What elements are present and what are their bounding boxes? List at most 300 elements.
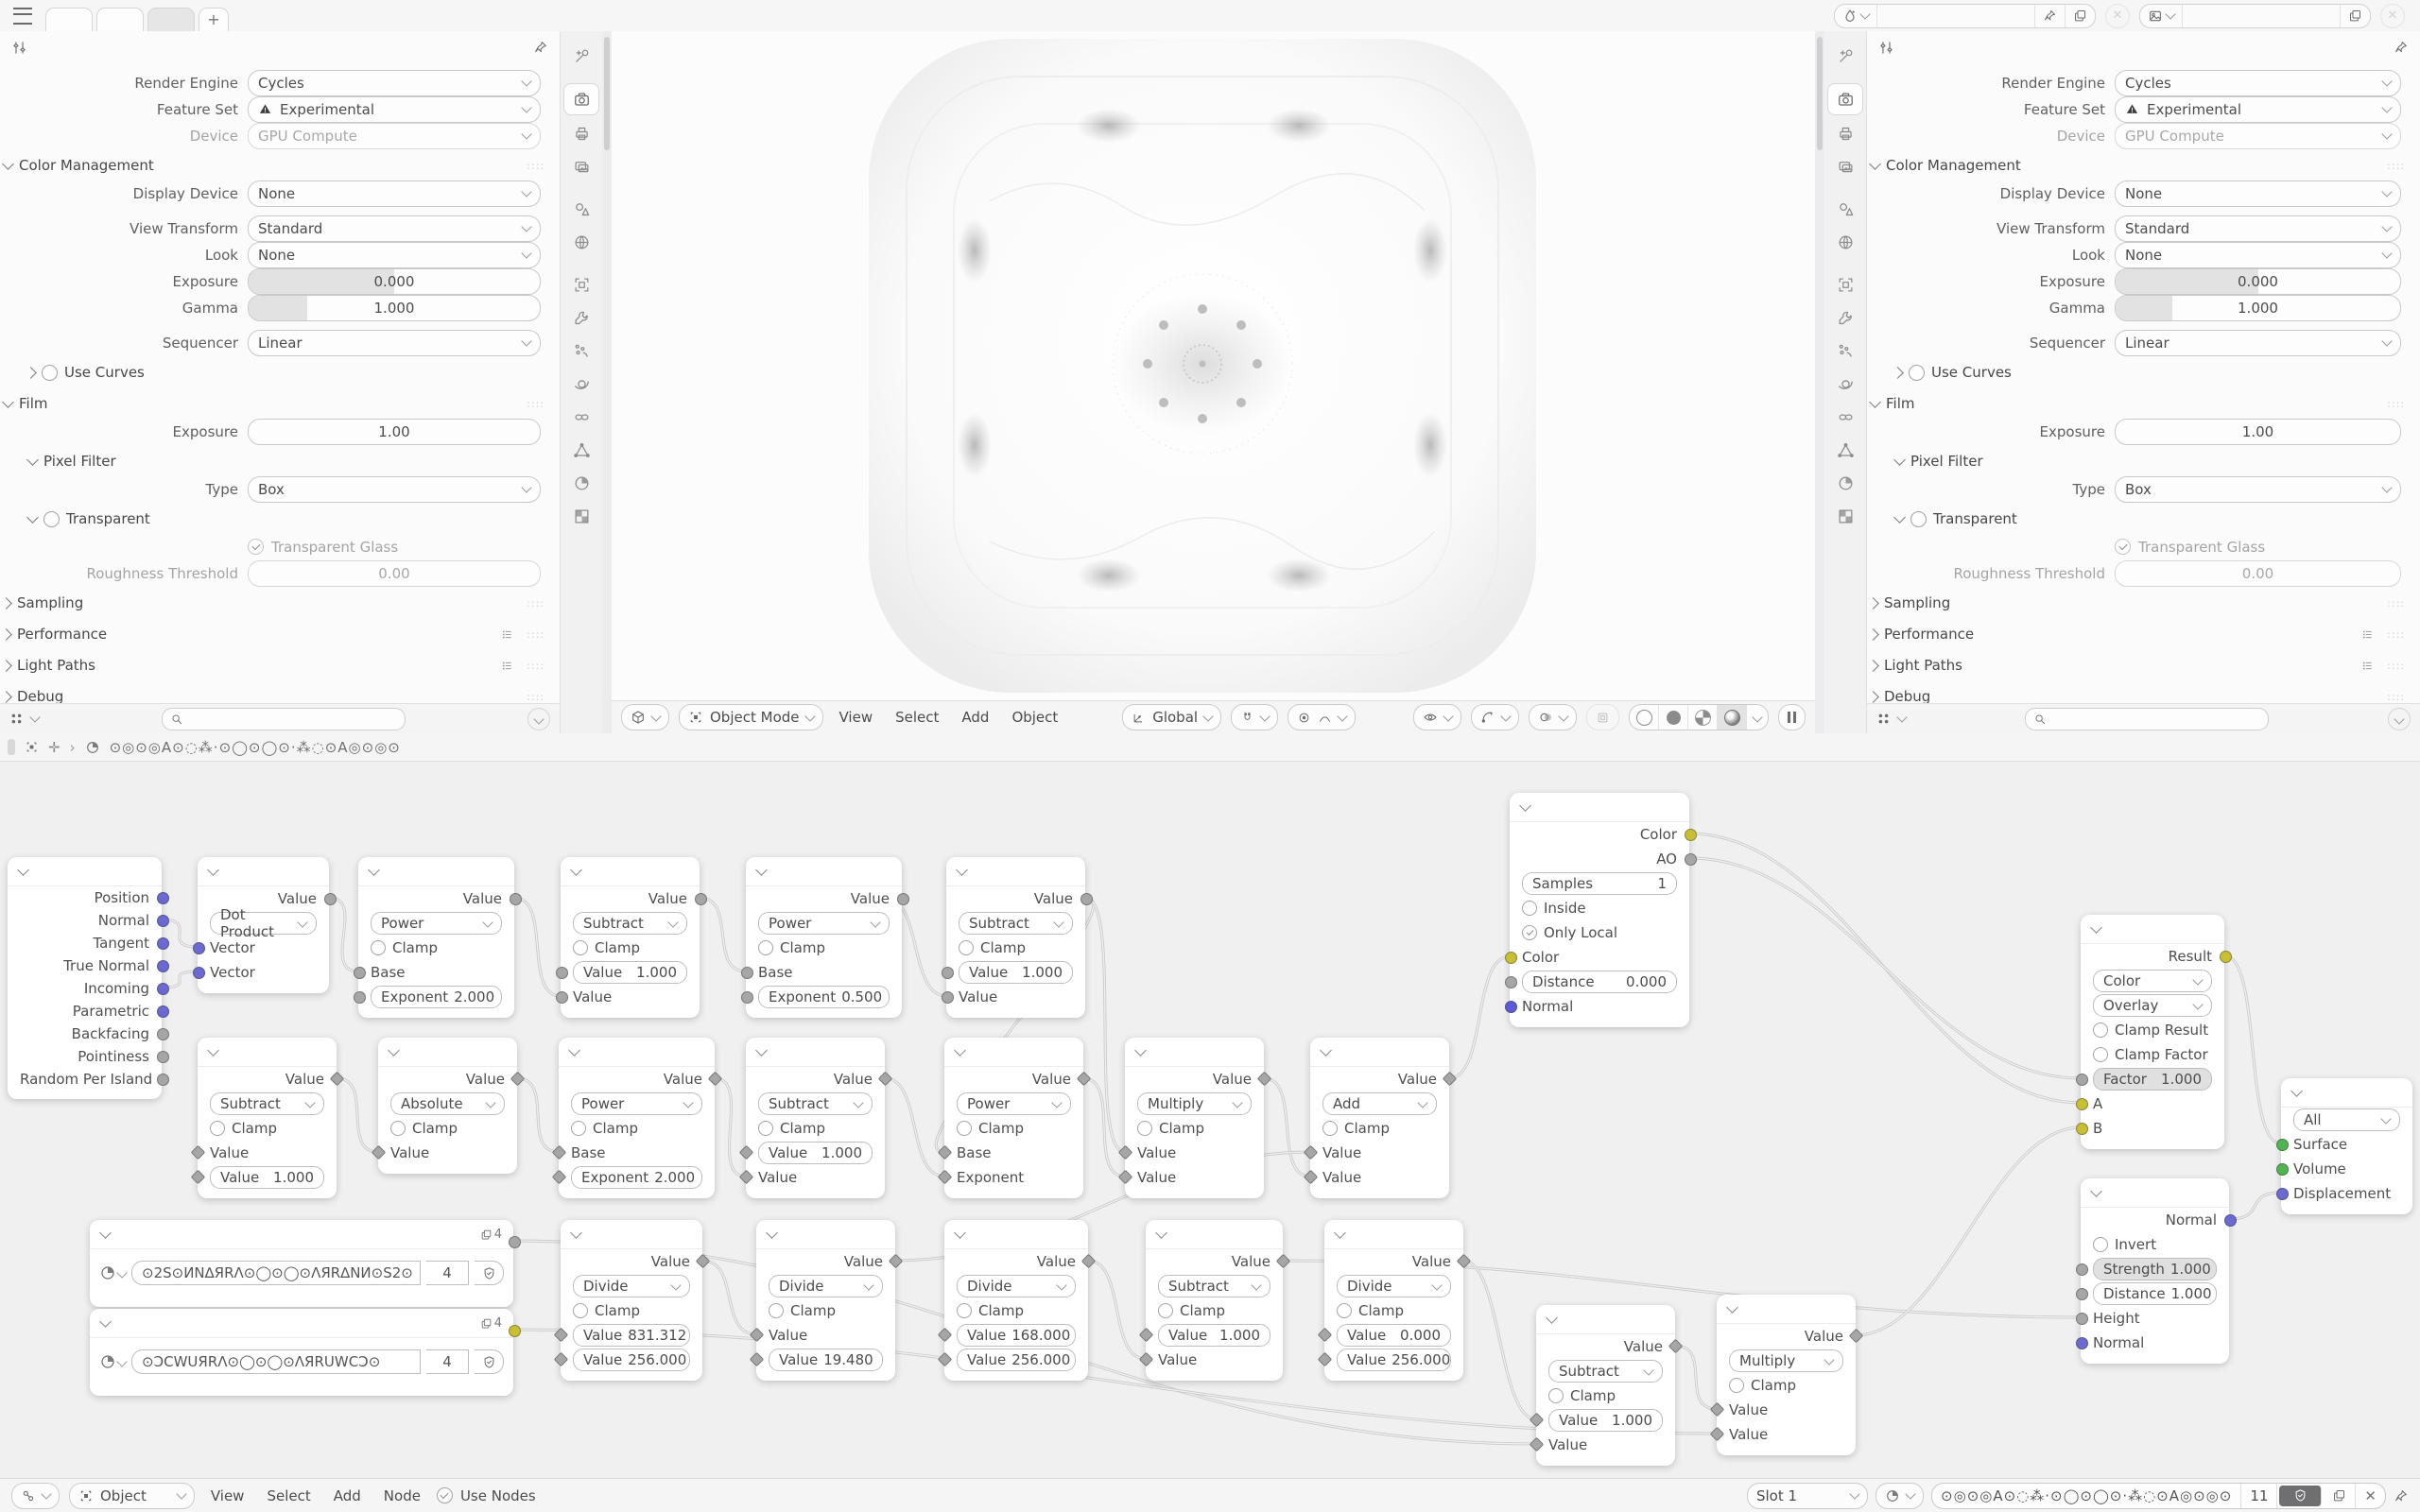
node-socket[interactable] — [942, 967, 954, 979]
collapse-icon[interactable] — [2090, 1185, 2102, 1197]
node-checkbox[interactable]: Clamp — [1322, 1120, 1390, 1137]
shading-rendered-button[interactable] — [1718, 705, 1747, 730]
node-socket[interactable] — [157, 915, 169, 927]
collapse-icon[interactable] — [207, 1044, 219, 1057]
dropdown-feature-set[interactable] — [2115, 96, 2401, 123]
tab-particles[interactable] — [564, 335, 598, 366]
node-socket[interactable] — [1685, 853, 1697, 866]
dropdown-render-engine[interactable] — [2115, 70, 2401, 96]
tab-scene[interactable] — [1828, 194, 1862, 224]
slider-exposure[interactable] — [248, 419, 541, 445]
section-light-paths[interactable] — [1871, 651, 2411, 679]
node-checkbox[interactable]: Clamp — [1337, 1302, 1404, 1319]
collapse-icon[interactable] — [570, 864, 582, 876]
dropdown-render-engine[interactable] — [248, 70, 541, 96]
collapse-icon[interactable] — [568, 1044, 580, 1057]
node-checkbox[interactable]: Clamp Result — [2093, 1022, 2208, 1039]
pause-render-button[interactable] — [1778, 704, 1806, 730]
node-mix[interactable] — [2081, 915, 2224, 1149]
panel-divider[interactable] — [1815, 31, 1824, 733]
node-pow3[interactable] — [559, 1038, 715, 1198]
slider-roughness-threshold[interactable] — [2115, 560, 2401, 587]
scrollbar-thumb[interactable] — [604, 37, 610, 150]
dropdown-device[interactable] — [248, 123, 541, 149]
pin-icon[interactable] — [533, 40, 548, 55]
section-performance[interactable] — [4, 620, 550, 648]
tab-tool[interactable] — [564, 41, 598, 71]
node-socket[interactable] — [354, 991, 366, 1004]
checkbox[interactable] — [1909, 365, 1925, 381]
overlays-dropdown[interactable] — [1529, 704, 1577, 730]
menu-object[interactable]: Object — [1011, 709, 1059, 726]
checkbox-transparent-glass[interactable] — [2115, 539, 2401, 556]
node-checkbox[interactable]: Only Local — [1522, 924, 1617, 941]
node-socket[interactable] — [695, 893, 707, 905]
collapse-icon[interactable] — [388, 1044, 400, 1057]
gizmos-dropdown[interactable] — [1471, 704, 1519, 730]
node-value-field[interactable]: Value 1.000 — [1158, 1324, 1270, 1347]
node-value-field[interactable]: Value 1.000 — [210, 1166, 324, 1189]
list-icon[interactable] — [500, 627, 514, 642]
dropdown-look[interactable] — [248, 242, 541, 268]
search-input[interactable] — [162, 708, 406, 730]
node-dot[interactable] — [198, 857, 329, 993]
tab-tool[interactable] — [1828, 41, 1862, 71]
node-abs1[interactable] — [378, 1038, 517, 1174]
fake-user-shield-button[interactable] — [2279, 1486, 2322, 1506]
node-value-field[interactable]: Strength 1.000 — [2093, 1258, 2217, 1280]
filter-toggle-icon[interactable] — [1876, 712, 1891, 726]
menu-select[interactable]: Select — [895, 709, 940, 726]
tab-constraints[interactable] — [1828, 402, 1862, 432]
section-color-management[interactable] — [4, 151, 550, 180]
shading-material-button[interactable] — [1688, 705, 1718, 730]
collapse-icon[interactable] — [766, 1227, 778, 1239]
node-socket[interactable] — [2076, 1074, 2088, 1086]
list-icon[interactable] — [2360, 627, 2375, 642]
shading-wireframe-button[interactable] — [1630, 705, 1659, 730]
node-dropdown[interactable]: Power — [758, 912, 890, 935]
collapse-icon[interactable] — [1155, 1227, 1167, 1239]
node-socket[interactable] — [509, 1236, 521, 1248]
dropdown-display-device[interactable] — [2115, 180, 2401, 207]
node-div4[interactable] — [1324, 1220, 1463, 1381]
node-add1[interactable] — [1310, 1038, 1449, 1198]
node-dropdown[interactable]: Divide — [1337, 1275, 1451, 1297]
node-value-field[interactable]: Distance 1.000 — [2093, 1282, 2217, 1305]
node-sub1[interactable] — [561, 857, 700, 1018]
node-checkbox[interactable]: Clamp — [1158, 1302, 1225, 1319]
collapse-icon[interactable] — [1320, 1044, 1332, 1057]
fake-user-shield-button[interactable] — [475, 1261, 504, 1285]
node-value-field[interactable]: Value 1.000 — [758, 1142, 873, 1164]
dropdown-type[interactable] — [2115, 476, 2401, 503]
node-img2[interactable] — [90, 1309, 513, 1396]
node-value-field[interactable]: Exponent 2.000 — [371, 986, 502, 1008]
node-socket[interactable] — [354, 967, 366, 979]
node-dropdown[interactable]: Subtract — [758, 1092, 873, 1115]
workspace-tab[interactable] — [147, 8, 195, 32]
node-socket[interactable] — [1080, 893, 1093, 905]
subsection-pixel-filter[interactable] — [1871, 447, 2411, 475]
node-sub3[interactable] — [198, 1038, 337, 1198]
node-mul2[interactable] — [1717, 1295, 1856, 1455]
dropdown-look[interactable] — [2115, 242, 2401, 268]
section-performance[interactable] — [1871, 620, 2411, 648]
editor-type-button[interactable] — [11, 1483, 60, 1509]
subsection-transparent[interactable] — [1871, 505, 2411, 533]
node-socket[interactable] — [1685, 829, 1697, 841]
visibility-dropdown[interactable] — [1413, 704, 1461, 730]
node-bump[interactable] — [2081, 1178, 2229, 1364]
node-socket[interactable] — [897, 893, 909, 905]
pin-icon[interactable] — [2394, 40, 2409, 55]
node-checkbox[interactable]: Clamp — [573, 1302, 640, 1319]
node-sub4[interactable] — [746, 1038, 885, 1198]
node-socket[interactable] — [741, 967, 753, 979]
scrollbar-thumb[interactable] — [1817, 37, 1823, 150]
node-dropdown[interactable]: Dot Product — [210, 912, 317, 935]
slider-exposure[interactable] — [248, 268, 541, 295]
tab-physics[interactable] — [1828, 369, 1862, 399]
node-sub6[interactable] — [1536, 1305, 1675, 1466]
copy-button[interactable] — [2341, 5, 2370, 27]
node-dropdown[interactable]: Divide — [573, 1275, 690, 1297]
material-icon[interactable] — [99, 1264, 126, 1281]
node-checkbox[interactable]: Clamp — [210, 1120, 277, 1137]
material-browse-dropdown[interactable] — [1876, 1483, 1924, 1509]
node-value-field[interactable]: Exponent 2.000 — [571, 1166, 702, 1189]
section-sampling[interactable] — [1871, 589, 2411, 617]
tab-output[interactable] — [1828, 118, 1862, 148]
node-dropdown[interactable]: Absolute — [390, 1092, 505, 1115]
user-count[interactable]: 4 — [426, 1349, 469, 1374]
copy-material-button[interactable] — [2324, 1484, 2356, 1508]
node-socket[interactable] — [942, 991, 954, 1004]
node-value-field[interactable]: Samples 1 — [1522, 872, 1677, 895]
scene-selector[interactable] — [1834, 4, 2096, 28]
tab-modifiers[interactable] — [564, 302, 598, 333]
menu-add[interactable]: Add — [961, 709, 990, 726]
collapse-icon[interactable] — [17, 864, 29, 876]
tab-modifiers[interactable] — [1828, 302, 1862, 333]
node-checkbox[interactable]: Clamp — [758, 939, 825, 956]
slider-gamma[interactable] — [248, 295, 541, 321]
node-value-field[interactable]: Value 256.000 — [573, 1349, 690, 1371]
node-dropdown[interactable]: Power — [957, 1092, 1071, 1115]
collapse-icon[interactable] — [954, 1227, 966, 1239]
list-icon[interactable] — [500, 659, 514, 673]
node-socket[interactable] — [157, 983, 169, 995]
node-value-field[interactable]: Value 1.000 — [573, 961, 687, 984]
subsection-use-curves[interactable] — [1871, 358, 2411, 387]
node-checkbox[interactable]: Clamp — [371, 939, 438, 956]
node-mul1[interactable] — [1125, 1038, 1264, 1198]
node-dropdown[interactable]: Overlay — [2093, 994, 2212, 1017]
section-film[interactable] — [1871, 389, 2411, 418]
collapse-icon[interactable] — [1726, 1301, 1738, 1314]
node-socket[interactable] — [324, 893, 337, 905]
tab-material[interactable] — [1828, 468, 1862, 498]
tab-texture[interactable] — [1828, 501, 1862, 531]
node-socket[interactable] — [2076, 1337, 2088, 1349]
node-pow2[interactable] — [746, 857, 902, 1018]
node-socket[interactable] — [2276, 1188, 2289, 1200]
node-img1[interactable] — [90, 1220, 513, 1307]
xray-toggle[interactable] — [1586, 704, 1619, 730]
node-checkbox[interactable]: Invert — [2093, 1236, 2156, 1253]
pin-button[interactable] — [2035, 5, 2066, 27]
viewlayer-name-field[interactable] — [2183, 5, 2341, 27]
orientation-dropdown[interactable]: Global — [1122, 704, 1221, 730]
collapse-icon[interactable] — [755, 864, 768, 876]
pin-icon[interactable] — [2394, 1488, 2409, 1503]
options-button[interactable] — [2388, 708, 2411, 730]
use-nodes-checkbox[interactable]: Use Nodes — [437, 1487, 536, 1504]
node-checkbox[interactable]: Clamp — [573, 939, 640, 956]
node-socket[interactable] — [509, 1325, 521, 1337]
node-socket[interactable] — [741, 991, 753, 1004]
node-checkbox[interactable]: Clamp — [1548, 1387, 1616, 1404]
node-checkbox[interactable]: Clamp Factor — [2093, 1046, 2208, 1063]
node-socket[interactable] — [2076, 1123, 2088, 1135]
slider-exposure[interactable] — [2115, 419, 2401, 445]
user-count[interactable]: 4 — [426, 1261, 469, 1285]
node-ao[interactable] — [1510, 793, 1689, 1027]
options-button[interactable] — [527, 708, 550, 730]
checkbox[interactable] — [42, 365, 58, 381]
node-dropdown[interactable]: Multiply — [1729, 1349, 1843, 1372]
node-socket[interactable] — [157, 937, 169, 950]
menu-view[interactable]: View — [838, 709, 873, 726]
node-checkbox[interactable]: Clamp — [957, 1302, 1024, 1319]
node-socket[interactable] — [157, 960, 169, 972]
node-socket[interactable] — [157, 1074, 169, 1086]
menu-view[interactable]: View — [210, 1486, 245, 1504]
tab-constraints[interactable] — [564, 402, 598, 432]
tab-data[interactable] — [1828, 435, 1862, 465]
tab-texture[interactable] — [564, 501, 598, 531]
properties-editor-icon[interactable] — [11, 40, 27, 56]
node-checkbox[interactable]: Inside — [1522, 900, 1586, 917]
material-user-count[interactable]: 11 — [2241, 1484, 2277, 1508]
node-checkbox[interactable]: Clamp — [390, 1120, 458, 1137]
subsection-pixel-filter[interactable] — [4, 447, 550, 475]
list-icon[interactable] — [2360, 659, 2375, 673]
collapse-icon[interactable] — [99, 1227, 112, 1239]
node-checkbox[interactable]: Clamp — [1729, 1377, 1796, 1394]
node-value-field[interactable]: Value 19.480 — [769, 1349, 883, 1371]
unlink-material-button[interactable]: ✕ — [2364, 1486, 2377, 1504]
node-socket[interactable] — [193, 967, 205, 979]
section-sampling[interactable] — [4, 589, 550, 617]
dropdown-view-transform[interactable] — [248, 215, 541, 242]
node-socket[interactable] — [157, 1051, 169, 1063]
node-dropdown[interactable]: Divide — [957, 1275, 1076, 1297]
node-socket[interactable] — [2076, 1263, 2088, 1276]
node-socket[interactable] — [510, 893, 522, 905]
collapse-icon[interactable] — [956, 864, 968, 876]
shader-type-dropdown[interactable]: Object — [69, 1483, 195, 1509]
menu-node[interactable]: Node — [383, 1486, 421, 1504]
node-dropdown[interactable]: Divide — [769, 1275, 883, 1297]
node-dropdown[interactable]: Multiply — [1137, 1092, 1252, 1115]
node-socket[interactable] — [193, 942, 205, 954]
collapse-icon[interactable] — [2290, 1085, 2303, 1097]
node-pow4[interactable] — [944, 1038, 1083, 1198]
node-value-field[interactable]: Factor 1.000 — [2093, 1068, 2212, 1091]
tab-world[interactable] — [564, 227, 598, 257]
tab-view-layer[interactable] — [564, 151, 598, 181]
node-socket[interactable] — [2224, 1214, 2237, 1227]
node-socket[interactable] — [2220, 951, 2232, 963]
node-div3[interactable] — [944, 1220, 1088, 1381]
node-dropdown[interactable]: All — [2293, 1108, 2400, 1131]
search-input[interactable] — [2025, 708, 2269, 730]
snap-dropdown[interactable] — [1231, 704, 1278, 730]
tab-particles[interactable] — [1828, 335, 1862, 366]
slot-dropdown[interactable]: Slot 1 — [1747, 1483, 1868, 1509]
collapse-icon[interactable] — [954, 1044, 966, 1057]
collapse-icon[interactable] — [2090, 921, 2102, 934]
copy-button[interactable] — [2066, 5, 2095, 27]
properties-editor-icon[interactable] — [1878, 40, 1894, 56]
dropdown-sequencer[interactable] — [248, 330, 541, 356]
node-geo[interactable] — [8, 857, 162, 1099]
fake-user-shield-button[interactable] — [475, 1349, 504, 1374]
node-value-field[interactable]: Value 1.000 — [1548, 1409, 1663, 1432]
material-name-field[interactable]: ⊙◎⊙◎A⊙◌⁂·⊙◯⊙◯⊙·⁂◌⊙A◎⊙◎⊙ — [1932, 1484, 2241, 1508]
panel-divider[interactable] — [602, 31, 612, 733]
node-socket[interactable] — [1505, 976, 1517, 988]
slider-exposure[interactable] — [2115, 268, 2401, 295]
checkbox[interactable] — [1910, 511, 1927, 527]
tab-output[interactable] — [564, 118, 598, 148]
slider-roughness-threshold[interactable] — [248, 560, 541, 587]
datablock-name-field[interactable]: ⊙2S⊙ͶN∆ЯRΛ⊙◯⊙◯⊙ΛЯR∆NͶ⊙S2⊙ — [131, 1261, 421, 1285]
node-sub2[interactable] — [946, 857, 1085, 1018]
node-dropdown[interactable]: Subtract — [1158, 1275, 1270, 1297]
node-socket[interactable] — [1505, 952, 1517, 964]
node-socket[interactable] — [2076, 1288, 2088, 1300]
node-dropdown[interactable]: Subtract — [959, 912, 1073, 935]
node-socket[interactable] — [1505, 1001, 1517, 1013]
mode-dropdown[interactable]: Object Mode — [679, 704, 823, 730]
node-dropdown[interactable]: Power — [371, 912, 502, 935]
slider-gamma[interactable] — [2115, 295, 2401, 321]
node-dropdown[interactable]: Color — [2093, 970, 2212, 992]
collapse-icon[interactable] — [570, 1227, 582, 1239]
tab-view-layer[interactable] — [1828, 151, 1862, 181]
tab-data[interactable] — [564, 435, 598, 465]
node-value-field[interactable]: Exponent 0.500 — [758, 986, 890, 1008]
node-dropdown[interactable]: Power — [571, 1092, 702, 1115]
collapse-icon[interactable] — [99, 1315, 112, 1328]
collapse-icon[interactable] — [368, 864, 380, 876]
collapse-icon[interactable] — [1546, 1312, 1558, 1324]
node-value-field[interactable]: Value 256.000 — [1337, 1349, 1451, 1371]
collapse-icon[interactable] — [755, 1044, 768, 1057]
node-value-field[interactable]: Value 0.000 — [1337, 1324, 1451, 1347]
node-dropdown[interactable]: Add — [1322, 1092, 1437, 1115]
rendered-view[interactable] — [612, 31, 1815, 700]
node-socket[interactable] — [2276, 1163, 2289, 1176]
node-socket[interactable] — [556, 991, 568, 1004]
tab-object[interactable] — [564, 269, 598, 300]
node-div1[interactable] — [561, 1220, 702, 1381]
node-dropdown[interactable]: Subtract — [1548, 1360, 1663, 1383]
node-checkbox[interactable]: Clamp — [758, 1120, 825, 1137]
node-out[interactable] — [2281, 1078, 2412, 1214]
collapse-icon[interactable] — [1519, 799, 1531, 812]
add-workspace-button[interactable] — [199, 8, 229, 32]
tab-world[interactable] — [1828, 227, 1862, 257]
node-value-field[interactable]: Value 831.312 — [573, 1324, 690, 1347]
node-dropdown[interactable]: Subtract — [573, 912, 687, 935]
node-socket[interactable] — [157, 1005, 169, 1018]
tab-render[interactable] — [1827, 83, 1863, 115]
node-checkbox[interactable]: Clamp — [571, 1120, 638, 1137]
section-debug[interactable] — [4, 682, 550, 703]
tab-material[interactable] — [564, 468, 598, 498]
tab-physics[interactable] — [564, 369, 598, 399]
node-value-field[interactable]: Value 168.000 — [957, 1324, 1076, 1347]
drag-handle[interactable] — [8, 739, 15, 755]
node-socket[interactable] — [556, 967, 568, 979]
filter-toggle-icon[interactable] — [9, 712, 24, 726]
breadcrumb-material-name[interactable]: ⊙◎⊙◎A⊙◌⁂·⊙◯⊙◯⊙·⁂◌⊙A◎⊙◎⊙ — [109, 738, 401, 756]
section-film[interactable] — [4, 389, 550, 418]
node-value-field[interactable]: Distance 0.000 — [1522, 971, 1677, 993]
dropdown-display-device[interactable] — [248, 180, 541, 207]
checkbox[interactable] — [43, 511, 60, 527]
dropdown-type[interactable] — [248, 476, 541, 503]
tab-object[interactable] — [1828, 269, 1862, 300]
section-light-paths[interactable] — [4, 651, 550, 679]
section-color-management[interactable] — [1871, 151, 2411, 180]
editor-type-button[interactable] — [621, 704, 669, 730]
scene-name-field[interactable] — [1877, 5, 2035, 27]
material-icon[interactable] — [99, 1353, 126, 1370]
app-menu-icon[interactable] — [13, 8, 32, 25]
subsection-transparent[interactable] — [4, 505, 550, 533]
menu-add[interactable]: Add — [333, 1486, 361, 1504]
checkbox-transparent-glass[interactable] — [248, 539, 541, 556]
node-socket[interactable] — [2276, 1139, 2289, 1151]
dropdown-sequencer[interactable] — [2115, 330, 2401, 356]
node-value-field[interactable]: Value 256.000 — [957, 1349, 1076, 1371]
node-socket[interactable] — [157, 892, 169, 904]
menu-select[interactable]: Select — [267, 1486, 311, 1504]
section-debug[interactable] — [1871, 682, 2411, 703]
node-checkbox[interactable]: Clamp — [959, 939, 1026, 956]
viewport-3d[interactable] — [612, 31, 1815, 733]
node-dropdown[interactable]: Subtract — [210, 1092, 324, 1115]
dropdown-view-transform[interactable] — [2115, 215, 2401, 242]
node-checkbox[interactable]: Clamp — [957, 1120, 1024, 1137]
subsection-use-curves[interactable] — [4, 358, 550, 387]
node-canvas[interactable] — [0, 762, 2420, 1478]
tab-render[interactable] — [563, 83, 599, 115]
dropdown-device[interactable] — [2115, 123, 2401, 149]
node-value-field[interactable]: Value 1.000 — [959, 961, 1073, 984]
workspace-tab[interactable] — [45, 8, 93, 32]
node-socket[interactable] — [2076, 1313, 2088, 1325]
shading-dropdown[interactable] — [1747, 705, 1768, 730]
node-socket[interactable] — [2076, 1098, 2088, 1110]
node-pow1[interactable] — [358, 857, 514, 1018]
collapse-icon[interactable] — [1334, 1227, 1346, 1239]
